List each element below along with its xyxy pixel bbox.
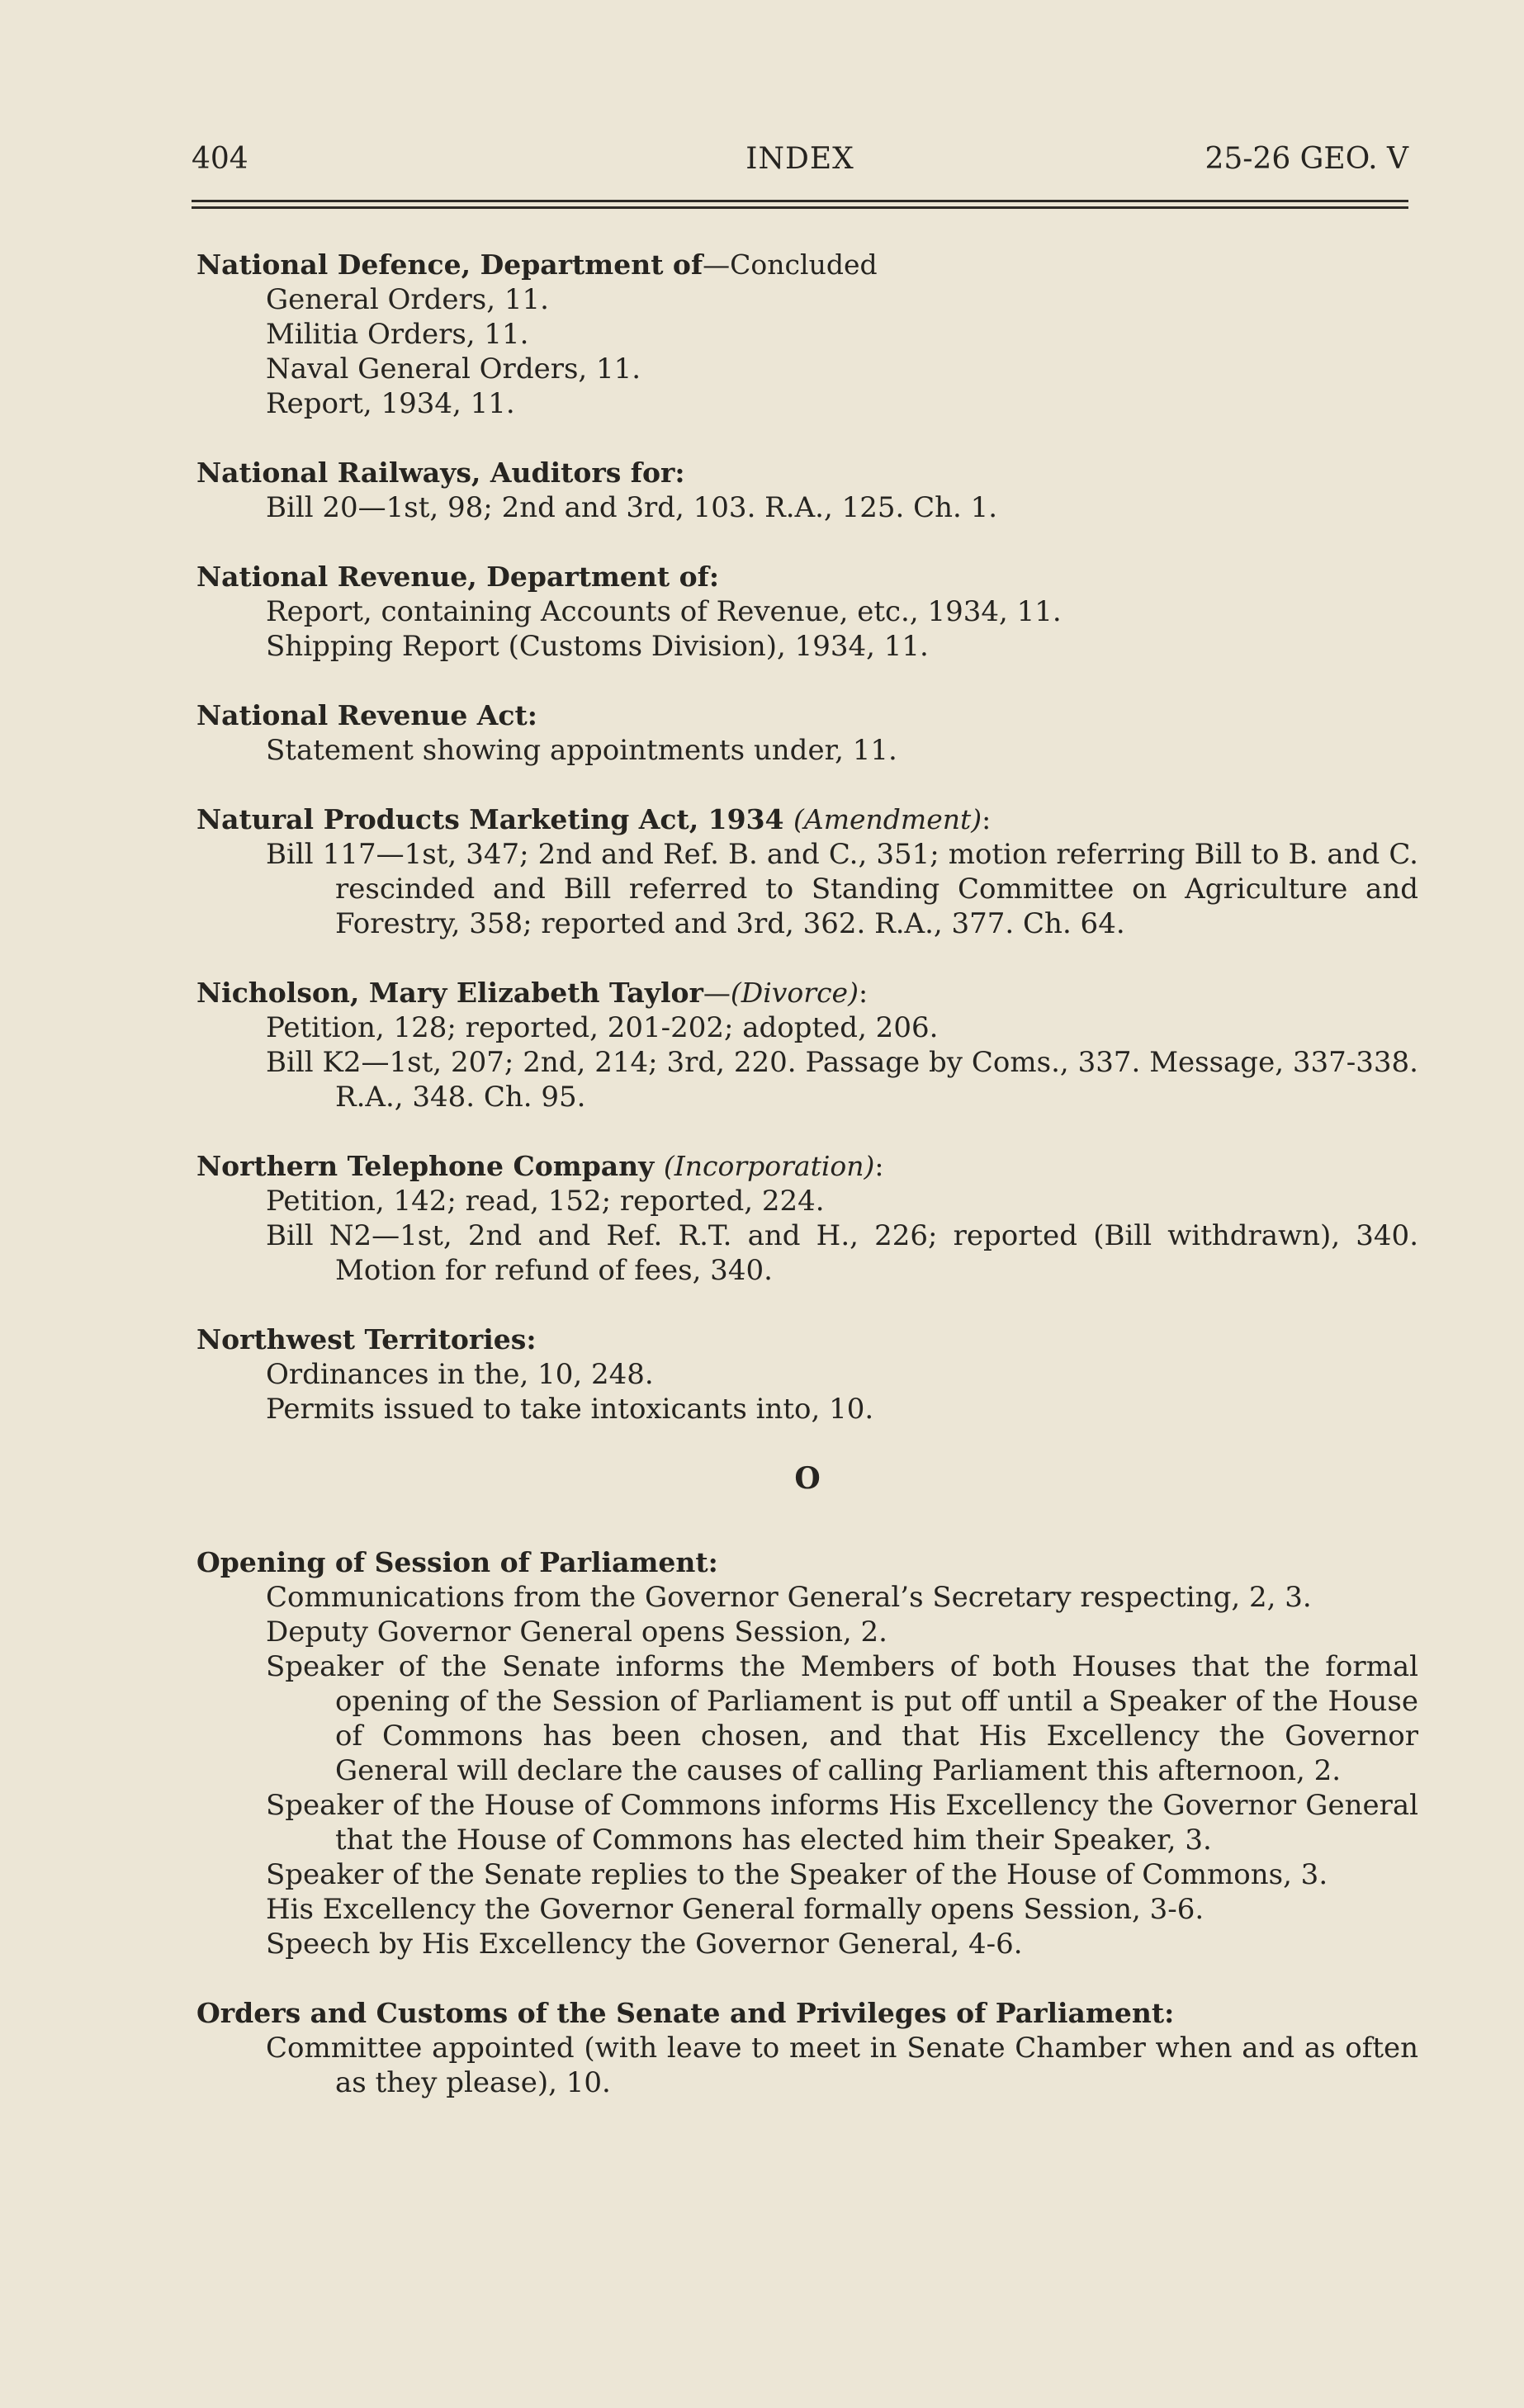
entry-line: Permits issued to take intoxicants into, 10.	[266, 1393, 874, 1426]
entry-line: Ordinances in the, 10, 248.	[266, 1358, 654, 1391]
heading-text: Nicholson, Mary Elizabeth Taylor	[196, 977, 703, 1009]
heading-qualifier: (Amendment)	[793, 803, 982, 835]
entry-line: His Excellency the Governor General formally opens Session, 3-6.	[266, 1893, 1205, 1926]
entry-line: Militia Orders, 11.	[266, 318, 529, 351]
entry-heading: National Revenue, Department of:	[196, 561, 720, 593]
entry-line: Petition, 142; read, 152; reported, 224.	[266, 1185, 825, 1218]
running-head	[192, 142, 1408, 183]
entry-line: Speaker of the House of Commons informs His Excellency the Governor General that the House of Commons has elected him their Speaker, 3.	[266, 1789, 1418, 1857]
entry-line: Bill 117—1st, 347; 2nd and Ref. B. and C., 351; motion referring Bill to B. and C. rescinded and Bill referred to Standing Committee on Agriculture and Forestry, 358; reported and 3rd, 362. R.A., 377. Ch. 64.	[266, 838, 1418, 940]
index-entry	[196, 1545, 1418, 1961]
entry-line: Deputy Governor General opens Session, 2.	[266, 1616, 887, 1649]
entry-heading	[196, 976, 1418, 1010]
index-entry	[196, 976, 1418, 1114]
entry-line: Bill N2—1st, 2nd and Ref. R.T. and H., 226; reported (Bill withdrawn), 340. Motion for refund of fees, 340.	[266, 1219, 1418, 1287]
entry-heading	[196, 802, 1418, 837]
entry-line: General Orders, 11.	[266, 283, 549, 316]
header-rule-bottom	[192, 206, 1408, 209]
entry-heading: Northwest Territories:	[196, 1323, 537, 1355]
entry-heading: Opening of Session of Parliament:	[196, 1546, 718, 1578]
heading-text: Northern Telephone Company	[196, 1150, 655, 1182]
index-entry	[196, 1322, 1418, 1426]
heading-end: :	[982, 803, 992, 835]
page-number: 404	[192, 142, 248, 176]
index-content	[196, 248, 1418, 2135]
index-entry	[196, 1149, 1418, 1288]
entry-heading: National Railways, Auditors for:	[196, 457, 685, 489]
index-entry	[196, 456, 1418, 525]
page-title: INDEX	[745, 142, 854, 176]
entry-line: Communications from the Governor General’s Secretary respecting, 2, 3.	[266, 1581, 1312, 1614]
heading-text: Natural Products Marketing Act, 1934	[196, 803, 784, 835]
entry-line: Report, containing Accounts of Revenue, etc., 1934, 11.	[266, 595, 1062, 628]
heading-end: :	[874, 1150, 884, 1182]
entry-line: Bill 20—1st, 98; 2nd and 3rd, 103. R.A., 125. Ch. 1.	[266, 491, 998, 524]
entry-line: Naval General Orders, 11.	[266, 352, 641, 386]
entry-line: Speaker of the Senate informs the Members of both Houses that the formal opening of the Session of Parliament is put off until a Speaker of the House of Commons has been chosen, and that His Excellency the Governor General will declare the causes of calling Parliament this afternoon, 2.	[266, 1650, 1418, 1787]
index-entry	[196, 1996, 1418, 2100]
heading-qualifier: (Incorporation)	[663, 1150, 875, 1182]
entry-line: Statement showing appointments under, 11.	[266, 734, 897, 767]
heading-suffix: —Concluded	[703, 248, 878, 281]
heading-suffix: —	[703, 977, 731, 1009]
entry-heading: National Revenue Act:	[196, 699, 537, 731]
heading-end: :	[858, 977, 868, 1009]
heading-qualifier: (Divorce)	[730, 977, 859, 1009]
entry-line: Committee appointed (with leave to meet in Senate Chamber when and as often as they please), 10.	[266, 2032, 1418, 2099]
section-letter: O	[794, 1461, 821, 1496]
index-entry	[196, 560, 1418, 664]
index-entry	[196, 248, 1418, 421]
entry-line: Report, 1934, 11.	[266, 387, 515, 420]
entry-line: Bill K2—1st, 207; 2nd, 214; 3rd, 220. Passage by Coms., 337. Message, 337-338. R.A., 348. Ch. 95.	[266, 1046, 1418, 1114]
entry-line: Petition, 128; reported, 201-202; adopted, 206.	[266, 1011, 939, 1044]
heading-text: National Defence, Department of	[196, 248, 703, 281]
index-entry	[196, 698, 1418, 768]
session-label: 25-26 GEO. V	[1205, 142, 1408, 176]
entry-line: Speaker of the Senate replies to the Speaker of the House of Commons, 3.	[266, 1858, 1328, 1891]
header-rule-top	[192, 200, 1408, 202]
index-entry	[196, 802, 1418, 941]
entry-heading	[196, 1149, 1418, 1184]
entry-heading	[196, 248, 1418, 282]
entry-heading: Orders and Customs of the Senate and Privileges of Parliament:	[196, 1997, 1175, 2029]
entry-line: Shipping Report (Customs Division), 1934, 11.	[266, 630, 929, 663]
entry-line: Speech by His Excellency the Governor General, 4-6.	[266, 1928, 1023, 1961]
